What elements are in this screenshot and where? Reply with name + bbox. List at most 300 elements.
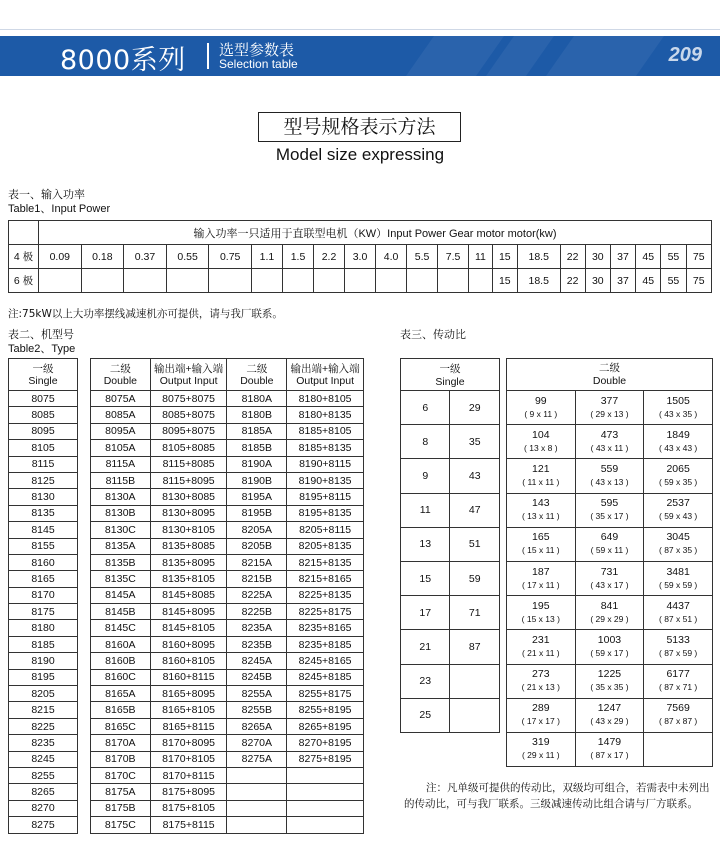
- ratio-factors: ( 59 x 59 ): [659, 579, 698, 590]
- table1-caption-en: Table1、Input Power: [8, 203, 111, 215]
- table-row: [91, 587, 364, 603]
- table-row: [9, 391, 78, 407]
- ratio-value: 121: [532, 462, 550, 475]
- table-row: [9, 505, 78, 521]
- ratio-factors: ( 43 x 35 ): [659, 408, 698, 419]
- power-cell: 15: [492, 245, 517, 269]
- table-row: [9, 751, 78, 767]
- ratio-cell: 87: [450, 630, 500, 664]
- ratio-cell: 47: [450, 493, 500, 527]
- io-cell: 8165+8105: [150, 702, 227, 718]
- empty-cell: [251, 269, 282, 293]
- table3-caption-cn: 表三、传动比: [400, 328, 466, 341]
- io-cell: 8190+8115: [287, 456, 364, 472]
- io-cell: 8105+8085: [150, 440, 227, 456]
- type-cell: 8180B: [227, 407, 287, 423]
- double-header-cn: 二级: [109, 362, 131, 375]
- ratio-value: 319: [532, 736, 550, 749]
- power-cell: 7.5: [438, 245, 469, 269]
- ratio-value: 104: [532, 428, 550, 441]
- ratio-single-header-en: Single: [435, 376, 465, 388]
- ratio-cell: [575, 561, 644, 595]
- power-cell: 0.09: [39, 245, 82, 269]
- ratio-value: 6177: [666, 668, 690, 681]
- page-number: 209: [668, 44, 702, 66]
- ratio-factors: ( 43 x 11 ): [590, 442, 629, 453]
- io-cell: 8225+8135: [287, 587, 364, 603]
- table-row: [91, 472, 364, 488]
- type-cell: 8135: [9, 505, 78, 521]
- single-type-table: [8, 358, 78, 834]
- table-row: [91, 702, 364, 718]
- ratio-factors: ( 35 x 17 ): [590, 511, 629, 522]
- ratio-cell: [575, 493, 644, 527]
- type-cell: [227, 800, 287, 816]
- table-row: [91, 604, 364, 620]
- ratio-cell: 29: [450, 391, 500, 425]
- single-header-cn: 一级: [32, 362, 54, 375]
- type-cell: 8215A: [227, 554, 287, 570]
- ratio-value: 649: [600, 531, 619, 544]
- type-cell: 8255: [9, 767, 78, 783]
- type-cell: 8205A: [227, 522, 287, 538]
- table-row: [9, 653, 78, 669]
- type-cell: 8195: [9, 669, 78, 685]
- table3-note-line1: 注：凡单级可提供的传动比，双级均可组合，若需表中未列出: [426, 782, 710, 794]
- type-cell: 8145A: [91, 587, 151, 603]
- empty-cell: [376, 269, 407, 293]
- ratio-value: 377: [600, 394, 619, 407]
- ratio-value: 2537: [666, 497, 690, 510]
- io-cell: 8135+8085: [150, 538, 227, 554]
- ratio-value: 1003: [597, 633, 622, 646]
- ratio-cell: 51: [450, 527, 500, 561]
- ratio-factors: ( 15 x 13 ): [521, 613, 560, 624]
- io-cell: 8075+8075: [150, 391, 227, 407]
- empty-cell: [81, 269, 124, 293]
- ratio-cell: 43: [450, 459, 500, 493]
- ratio-cell: [575, 459, 644, 493]
- ratio-cell: [575, 732, 644, 766]
- ratio-factors: ( 43 x 17 ): [590, 579, 629, 590]
- table-row: [9, 440, 78, 456]
- ratio-double-header: [507, 359, 713, 391]
- table-row: [401, 630, 500, 664]
- io-cell: 8165+8115: [150, 718, 227, 734]
- table-row: [9, 571, 78, 587]
- io-cell: 8145+8095: [150, 604, 227, 620]
- ratio-value: 1247: [597, 702, 622, 715]
- double-type-table: [90, 358, 364, 834]
- power-cell: 22: [560, 269, 585, 293]
- ratio-factors: ( 29 x 11 ): [521, 750, 560, 761]
- ratio-cell: 8: [401, 425, 450, 459]
- table-row: [9, 587, 78, 603]
- table-row: [507, 391, 713, 425]
- table-row: [91, 653, 364, 669]
- type-cell: 8115: [9, 456, 78, 472]
- ratio-factors: ( 87 x 35 ): [659, 545, 698, 556]
- table-row: [9, 456, 78, 472]
- section-title-cn: 型号规格表示方法: [258, 112, 461, 142]
- io-cell: 8235+8165: [287, 620, 364, 636]
- type-cell: 8195A: [227, 489, 287, 505]
- io-cell: 8130+8105: [150, 522, 227, 538]
- ratio-cell: 9: [401, 459, 450, 493]
- table-row: [401, 459, 500, 493]
- table-row: [91, 784, 364, 800]
- table-row: [9, 522, 78, 538]
- ratio-cell: [507, 527, 576, 561]
- type-cell: 8265A: [227, 718, 287, 734]
- io-header-2: [287, 359, 364, 391]
- ratio-cell: [644, 391, 713, 425]
- type-cell: 8115B: [91, 472, 151, 488]
- type-cell: 8225B: [227, 604, 287, 620]
- type-cell: 8135A: [91, 538, 151, 554]
- ratio-cell: 35: [450, 425, 500, 459]
- ratio-factors: ( 35 x 35 ): [590, 682, 629, 693]
- type-cell: 8180: [9, 620, 78, 636]
- ratio-factors: ( 43 x 43 ): [659, 442, 698, 453]
- table3-note: [404, 780, 716, 812]
- type-cell: 8245: [9, 751, 78, 767]
- io-cell: 8245+8185: [287, 669, 364, 685]
- table-row: [9, 784, 78, 800]
- table-row: [91, 407, 364, 423]
- table-row: [507, 596, 713, 630]
- top-rule: [0, 29, 720, 30]
- io-cell: 8175+8095: [150, 784, 227, 800]
- header-banner: [0, 36, 720, 76]
- single-header: [9, 359, 78, 391]
- double-header-en: Double: [103, 374, 137, 387]
- power-cell: 75: [686, 245, 711, 269]
- type-cell: 8225A: [227, 587, 287, 603]
- table-row: [507, 493, 713, 527]
- table-row: [507, 698, 713, 732]
- io-cell: 8185+8105: [287, 423, 364, 439]
- io-cell: 8195+8115: [287, 489, 364, 505]
- ratio-factors: ( 87 x 59 ): [659, 647, 698, 658]
- table-row: [9, 636, 78, 652]
- ratio-value: 4437: [666, 599, 690, 612]
- type-cell: 8175C: [91, 817, 151, 833]
- ratio-cell: 15: [401, 561, 450, 595]
- empty-cell: [314, 269, 345, 293]
- ratio-cell: [575, 527, 644, 561]
- power-cell: 0.75: [209, 245, 252, 269]
- table-row: [91, 505, 364, 521]
- ratio-factors: ( 87 x 17 ): [590, 750, 629, 761]
- type-cell: 8265: [9, 784, 78, 800]
- power-cell: 30: [585, 269, 610, 293]
- io-cell: 8145+8105: [150, 620, 227, 636]
- single-header-en: Single: [28, 374, 58, 387]
- type-cell: 8175: [9, 604, 78, 620]
- pole-label: 6 极: [9, 269, 39, 293]
- ratio-factors: ( 87 x 87 ): [659, 716, 698, 727]
- table-row: [9, 489, 78, 505]
- double-ratio-table: [506, 358, 713, 767]
- ratio-cell: [644, 493, 713, 527]
- type-cell: 8235A: [227, 620, 287, 636]
- type-cell: 8160: [9, 554, 78, 570]
- power-cell: 1.5: [282, 245, 313, 269]
- io-cell: 8180+8135: [287, 407, 364, 423]
- io-cell: 8215+8135: [287, 554, 364, 570]
- ratio-cell: [507, 493, 576, 527]
- type-cell: [227, 784, 287, 800]
- io-cell: 8205+8115: [287, 522, 364, 538]
- io-header-en: Output Input: [159, 374, 218, 387]
- ratio-factors: ( 11 x 11 ): [522, 476, 560, 487]
- type-cell: 8130A: [91, 489, 151, 505]
- type-cell: 8160B: [91, 653, 151, 669]
- ratio-cell: [450, 698, 500, 732]
- type-cell: 8190: [9, 653, 78, 669]
- ratio-value: 595: [600, 497, 619, 510]
- table-row: [91, 489, 364, 505]
- type-cell: 8130B: [91, 505, 151, 521]
- type-cell: 8190B: [227, 472, 287, 488]
- empty-cell: [407, 269, 438, 293]
- type-cell: 8145: [9, 522, 78, 538]
- io-cell: [287, 767, 364, 783]
- type-cell: 8085A: [91, 407, 151, 423]
- double-header-en: Double: [240, 374, 274, 387]
- type-cell: 8270A: [227, 735, 287, 751]
- table-row: [507, 732, 713, 766]
- type-cell: 8165: [9, 571, 78, 587]
- ratio-cell: [507, 630, 576, 664]
- table-row: [9, 800, 78, 816]
- ratio-cell: 6: [401, 391, 450, 425]
- io-cell: 8255+8175: [287, 686, 364, 702]
- io-header-cn: 输出端+输入端: [154, 362, 224, 375]
- ratio-cell: [644, 459, 713, 493]
- type-cell: 8275: [9, 817, 78, 833]
- power-cell: 2.2: [314, 245, 345, 269]
- io-cell: 8115+8095: [150, 472, 227, 488]
- ratio-cell: 23: [401, 664, 450, 698]
- io-cell: 8175+8115: [150, 817, 227, 833]
- table-row: [91, 456, 364, 472]
- double-header-cn: 二级: [246, 362, 268, 375]
- power-cell: 11: [469, 245, 493, 269]
- table-row: [91, 554, 364, 570]
- ratio-cell: [575, 596, 644, 630]
- table2-caption-en: Table2、Type: [8, 343, 76, 355]
- io-cell: 8180+8105: [287, 391, 364, 407]
- type-cell: 8170B: [91, 751, 151, 767]
- table-row: [401, 664, 500, 698]
- table-row: [9, 669, 78, 685]
- type-cell: 8215: [9, 702, 78, 718]
- io-cell: 8190+8135: [287, 472, 364, 488]
- table-row: [91, 767, 364, 783]
- type-cell: 8105A: [91, 440, 151, 456]
- type-cell: 8125: [9, 472, 78, 488]
- io-cell: [287, 784, 364, 800]
- power-cell: 1.1: [251, 245, 282, 269]
- table-row: [507, 630, 713, 664]
- ratio-value: 1479: [597, 736, 622, 749]
- io-cell: 8245+8165: [287, 653, 364, 669]
- ratio-value: 1849: [666, 428, 690, 441]
- table-row: [91, 686, 364, 702]
- type-cell: 8185: [9, 636, 78, 652]
- type-cell: 8105: [9, 440, 78, 456]
- type-cell: 8225: [9, 718, 78, 734]
- type-cell: 8195B: [227, 505, 287, 521]
- ratio-cell: [507, 391, 576, 425]
- power-cell: 45: [636, 269, 661, 293]
- table-row: [91, 718, 364, 734]
- type-cell: [227, 767, 287, 783]
- type-cell: 8185B: [227, 440, 287, 456]
- ratio-cell: [507, 425, 576, 459]
- ratio-cell: [644, 698, 713, 732]
- ratio-cell: [575, 698, 644, 732]
- type-cell: 8255B: [227, 702, 287, 718]
- ratio-value: 841: [600, 599, 619, 612]
- type-cell: 8170C: [91, 767, 151, 783]
- power-cell: 30: [585, 245, 610, 269]
- ratio-value: 143: [532, 497, 550, 510]
- ratio-cell: [644, 664, 713, 698]
- ratio-factors: ( 29 x 13 ): [590, 408, 629, 419]
- ratio-factors: ( 59 x 17 ): [590, 647, 629, 658]
- type-cell: 8095: [9, 423, 78, 439]
- power-cell: 37: [610, 269, 635, 293]
- ratio-cell: 25: [401, 698, 450, 732]
- table-row: [91, 538, 364, 554]
- ratio-factors: ( 13 x 8 ): [524, 442, 558, 453]
- table-row: [507, 664, 713, 698]
- io-cell: 8215+8165: [287, 571, 364, 587]
- empty-cell: [282, 269, 313, 293]
- type-cell: 8165B: [91, 702, 151, 718]
- table-row: [507, 527, 713, 561]
- double-header: [91, 359, 151, 391]
- header-title-en: Selection table: [219, 57, 298, 71]
- io-cell: 8145+8085: [150, 587, 227, 603]
- table1-caption-cn: 表一、输入功率: [8, 188, 85, 201]
- ratio-value: 195: [532, 599, 550, 612]
- table-row: [9, 554, 78, 570]
- io-cell: 8170+8095: [150, 735, 227, 751]
- type-cell: [227, 817, 287, 833]
- ratio-value: 1505: [666, 394, 690, 407]
- ratio-cell: [575, 664, 644, 698]
- ratio-value: 187: [532, 565, 550, 578]
- table-row: [507, 459, 713, 493]
- table-row: [9, 735, 78, 751]
- ratio-cell: [507, 698, 576, 732]
- table-row: [401, 425, 500, 459]
- table-row: [507, 425, 713, 459]
- ratio-value: 3045: [666, 531, 690, 544]
- ratio-factors: ( 9 x 11 ): [524, 408, 558, 419]
- ratio-value: 165: [532, 531, 550, 544]
- table-row: [91, 522, 364, 538]
- type-cell: 8085: [9, 407, 78, 423]
- table-row: [91, 735, 364, 751]
- io-cell: 8165+8095: [150, 686, 227, 702]
- type-cell: 8190A: [227, 456, 287, 472]
- ratio-cell: [507, 664, 576, 698]
- io-cell: 8115+8085: [150, 456, 227, 472]
- row-4-pole: [9, 245, 712, 269]
- type-cell: 8145C: [91, 620, 151, 636]
- ratio-factors: ( 43 x 29 ): [590, 716, 629, 727]
- type-cell: 8165C: [91, 718, 151, 734]
- ratio-cell: [644, 732, 713, 766]
- power-cell: 4.0: [376, 245, 407, 269]
- table-row: [9, 604, 78, 620]
- type-cell: 8160C: [91, 669, 151, 685]
- type-cell: 8255A: [227, 686, 287, 702]
- power-cell: 37: [610, 245, 635, 269]
- row-6-pole: [9, 269, 712, 293]
- power-cell: 5.5: [407, 245, 438, 269]
- io-cell: 8160+8105: [150, 653, 227, 669]
- type-cell: 8135B: [91, 554, 151, 570]
- table-row: [91, 620, 364, 636]
- table-row: [9, 767, 78, 783]
- ratio-value: 273: [532, 668, 550, 681]
- ratio-factors: ( 15 x 11 ): [521, 545, 560, 556]
- header-title-cn: 选型参数表: [219, 41, 295, 59]
- input-power-header: 输入功率一只适用于直联型电机（KW）Input Power Gear motor motor(kw): [39, 221, 712, 245]
- type-cell: 8215B: [227, 571, 287, 587]
- ratio-factors: ( 21 x 11 ): [521, 647, 560, 658]
- ratio-cell: 71: [450, 596, 500, 630]
- io-cell: 8135+8105: [150, 571, 227, 587]
- type-cell: 8170: [9, 587, 78, 603]
- table3-note-line2: 的传动比，可与我厂联系。三级减速传动比组合请与厂方联系。: [404, 798, 698, 810]
- io-cell: 8235+8185: [287, 636, 364, 652]
- type-cell: 8270: [9, 800, 78, 816]
- table-row: [9, 620, 78, 636]
- io-cell: 8255+8195: [287, 702, 364, 718]
- type-cell: 8205B: [227, 538, 287, 554]
- type-cell: 8245B: [227, 669, 287, 685]
- io-cell: 8265+8195: [287, 718, 364, 734]
- table-row: [401, 527, 500, 561]
- io-cell: [287, 817, 364, 833]
- section-title-en: Model size expressing: [275, 145, 445, 164]
- io-cell: 8135+8095: [150, 554, 227, 570]
- io-cell: 8160+8095: [150, 636, 227, 652]
- table-row: [91, 669, 364, 685]
- io-cell: 8205+8135: [287, 538, 364, 554]
- empty-cell: [469, 269, 493, 293]
- type-cell: 8130: [9, 489, 78, 505]
- ratio-cell: 11: [401, 493, 450, 527]
- table-row: [9, 407, 78, 423]
- ratio-cell: [644, 425, 713, 459]
- ratio-cell: 17: [401, 596, 450, 630]
- input-power-table: [8, 220, 712, 293]
- table-row: [401, 698, 500, 732]
- table-row: [91, 423, 364, 439]
- ratio-cell: 21: [401, 630, 450, 664]
- ratio-double-header-cn: 二级: [599, 361, 620, 374]
- io-cell: 8270+8195: [287, 735, 364, 751]
- ratio-cell: [644, 596, 713, 630]
